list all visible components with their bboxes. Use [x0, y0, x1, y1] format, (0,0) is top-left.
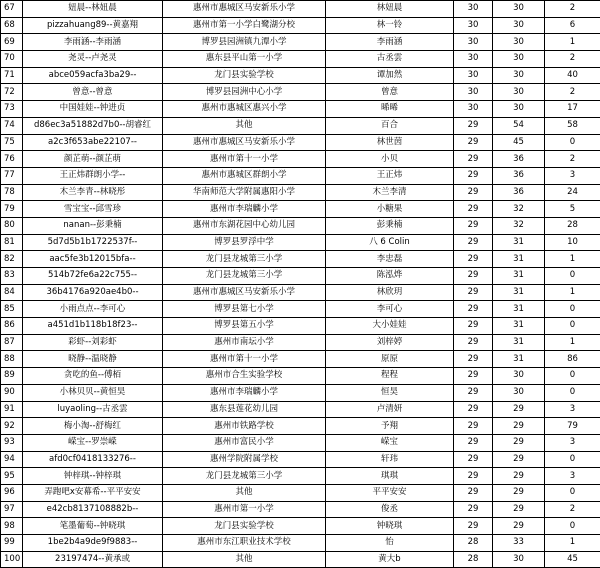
school-cell: 博罗县第五小学 [163, 318, 326, 335]
score-a-cell: 29 [454, 401, 493, 418]
score-a-cell: 30 [454, 101, 493, 118]
rank-cell: 69 [1, 34, 23, 51]
score-b-cell: 30 [493, 84, 545, 101]
school-cell: 华南师范大学附属惠阳小学 [163, 184, 326, 201]
score-b-cell: 31 [493, 351, 545, 368]
student-name-cell: 百合 [326, 117, 454, 134]
nickname-cell: 514b72fe6a22c755-- [23, 268, 163, 285]
school-cell: 惠州市惠城区群朗小学 [163, 167, 326, 184]
score-a-cell: 29 [454, 351, 493, 368]
student-name-cell: 八 6 Colin [326, 234, 454, 251]
score-c-cell: 0 [545, 268, 600, 285]
score-b-cell: 32 [493, 201, 545, 218]
school-cell: 博罗县罗浮中学 [163, 234, 326, 251]
rank-cell: 95 [1, 468, 23, 485]
score-b-cell: 29 [493, 468, 545, 485]
score-a-cell: 29 [454, 518, 493, 535]
nickname-cell: 曾意--曾意 [23, 84, 163, 101]
score-c-cell: 1 [545, 334, 600, 351]
student-name-cell: 平平安安 [326, 484, 454, 501]
score-b-cell: 54 [493, 117, 545, 134]
score-b-cell: 29 [493, 484, 545, 501]
table-row [1, 151, 600, 168]
score-c-cell: 0 [545, 318, 600, 335]
score-a-cell: 29 [454, 384, 493, 401]
rank-cell: 87 [1, 334, 23, 351]
student-name-cell: 陈泓烨 [326, 268, 454, 285]
school-cell: 龙门县实验学校 [163, 67, 326, 84]
school-cell: 惠州市第一小学白鹭湖分校 [163, 17, 326, 34]
table-row [1, 51, 600, 68]
table-row [1, 251, 600, 268]
school-cell: 惠州市惠城区惠兴小学 [163, 101, 326, 118]
nickname-cell: 小林贝贝--黄恒昊 [23, 384, 163, 401]
school-cell: 其他 [163, 484, 326, 501]
school-cell: 惠东县平山第一小学 [163, 51, 326, 68]
table-row [1, 318, 600, 335]
score-a-cell: 29 [454, 484, 493, 501]
score-c-cell: 58 [545, 117, 600, 134]
table-row [1, 368, 600, 385]
score-b-cell: 29 [493, 434, 545, 451]
nickname-cell: afd0cf0418133276-- [23, 451, 163, 468]
student-name-cell: 钟晓琪 [326, 518, 454, 535]
student-name-cell: 原原 [326, 351, 454, 368]
nickname-cell: aac5fe3b12015bfa-- [23, 251, 163, 268]
table-row [1, 201, 600, 218]
score-a-cell: 29 [454, 468, 493, 485]
score-c-cell: 1 [545, 535, 600, 552]
score-b-cell: 30 [493, 101, 545, 118]
nickname-cell: 笔墨葡萄--钟晓琪 [23, 518, 163, 535]
score-a-cell: 29 [454, 117, 493, 134]
nickname-cell: 尧灵--卢尧灵 [23, 51, 163, 68]
score-c-cell: 24 [545, 184, 600, 201]
table-row [1, 351, 600, 368]
score-a-cell: 30 [454, 17, 493, 34]
score-a-cell: 29 [454, 334, 493, 351]
student-name-cell: 大小娃娃 [326, 318, 454, 335]
student-name-cell: 木兰李清 [326, 184, 454, 201]
score-c-cell: 0 [545, 134, 600, 151]
school-cell: 惠州市东江职业技术学校 [163, 535, 326, 552]
student-name-cell: 林妞晨 [326, 1, 454, 18]
school-cell: 惠州市第十一小学 [163, 351, 326, 368]
student-name-cell: 怡 [326, 535, 454, 552]
table-row [1, 301, 600, 318]
nickname-cell: 弄跑吧x安幕希--平平安安 [23, 484, 163, 501]
score-a-cell: 29 [454, 318, 493, 335]
score-a-cell: 29 [454, 167, 493, 184]
student-name-cell: 古丞雲 [326, 51, 454, 68]
rank-cell: 91 [1, 401, 23, 418]
score-b-cell: 29 [493, 451, 545, 468]
school-cell: 惠州市李瑞麟小学 [163, 201, 326, 218]
score-b-cell: 30 [493, 67, 545, 84]
score-c-cell: 0 [545, 484, 600, 501]
nickname-cell: a451d1b118b18f23-- [23, 318, 163, 335]
table-row [1, 468, 600, 485]
student-name-cell: 李忠磊 [326, 251, 454, 268]
score-c-cell: 3 [545, 468, 600, 485]
nickname-cell: 彩虾--刘彩虾 [23, 334, 163, 351]
table-row [1, 67, 600, 84]
student-name-cell: 卢清妍 [326, 401, 454, 418]
rank-cell: 96 [1, 484, 23, 501]
rank-cell: 85 [1, 301, 23, 318]
school-cell: 惠州市富民小学 [163, 434, 326, 451]
rank-cell: 83 [1, 268, 23, 285]
score-a-cell: 30 [454, 67, 493, 84]
score-a-cell: 29 [454, 234, 493, 251]
student-name-cell: 林欣玥 [326, 284, 454, 301]
school-cell: 惠州市铁路学校 [163, 418, 326, 435]
student-name-cell: 小糖果 [326, 201, 454, 218]
score-c-cell: 1 [545, 251, 600, 268]
score-a-cell: 30 [454, 1, 493, 18]
school-cell: 博罗县第七小学 [163, 301, 326, 318]
score-b-cell: 31 [493, 301, 545, 318]
score-b-cell: 45 [493, 134, 545, 151]
student-name-cell: 嵘宝 [326, 434, 454, 451]
nickname-cell: 雪宝宝--邱雪珍 [23, 201, 163, 218]
rank-cell: 99 [1, 535, 23, 552]
student-name-cell: 程程 [326, 368, 454, 385]
score-b-cell: 30 [493, 551, 545, 568]
student-name-cell: 恒昊 [326, 384, 454, 401]
nickname-cell: 23197474--黄承或 [23, 551, 163, 568]
score-c-cell: 1 [545, 284, 600, 301]
score-c-cell: 2 [545, 1, 600, 18]
student-name-cell: 黄大b [326, 551, 454, 568]
score-a-cell: 29 [454, 217, 493, 234]
rank-cell: 97 [1, 501, 23, 518]
score-c-cell: 10 [545, 234, 600, 251]
nickname-cell: luyaoling--古丞雲 [23, 401, 163, 418]
table-row [1, 17, 600, 34]
score-b-cell: 31 [493, 234, 545, 251]
rank-cell: 92 [1, 418, 23, 435]
student-name-cell: 刘梓婷 [326, 334, 454, 351]
score-a-cell: 29 [454, 501, 493, 518]
nickname-cell: 中国娃娃--钟进贞 [23, 101, 163, 118]
nickname-cell: e42cb8137108882b-- [23, 501, 163, 518]
score-b-cell: 30 [493, 17, 545, 34]
table-row [1, 284, 600, 301]
score-c-cell: 0 [545, 368, 600, 385]
table-row [1, 451, 600, 468]
table-body [1, 1, 600, 568]
table-row [1, 518, 600, 535]
student-name-cell: 晞晞 [326, 101, 454, 118]
score-c-cell: 28 [545, 217, 600, 234]
score-c-cell: 5 [545, 201, 600, 218]
rank-cell: 78 [1, 184, 23, 201]
student-name-cell: 林世茵 [326, 134, 454, 151]
score-a-cell: 29 [454, 434, 493, 451]
rank-cell: 94 [1, 451, 23, 468]
student-name-cell: 谭加然 [326, 67, 454, 84]
student-name-cell: 曾意 [326, 84, 454, 101]
school-cell: 博罗县园洲镇九潭小学 [163, 34, 326, 51]
rank-cell: 84 [1, 284, 23, 301]
student-name-cell: 彭秉楠 [326, 217, 454, 234]
table-row [1, 234, 600, 251]
score-c-cell: 0 [545, 451, 600, 468]
score-b-cell: 29 [493, 518, 545, 535]
student-name-cell: 李可心 [326, 301, 454, 318]
score-b-cell: 30 [493, 368, 545, 385]
rank-cell: 71 [1, 67, 23, 84]
table-row [1, 184, 600, 201]
score-b-cell: 30 [493, 34, 545, 51]
score-a-cell: 29 [454, 184, 493, 201]
table-row [1, 84, 600, 101]
student-name-cell: 王正炜 [326, 167, 454, 184]
score-a-cell: 29 [454, 301, 493, 318]
table-row [1, 418, 600, 435]
school-cell: 其他 [163, 551, 326, 568]
score-a-cell: 29 [454, 251, 493, 268]
nickname-cell: 颜芷萌--颜芷萌 [23, 151, 163, 168]
score-b-cell: 30 [493, 384, 545, 401]
score-a-cell: 29 [454, 284, 493, 301]
score-b-cell: 31 [493, 334, 545, 351]
rank-cell: 68 [1, 17, 23, 34]
nickname-cell: 李雨涵--李雨涵 [23, 34, 163, 51]
table-row [1, 384, 600, 401]
nickname-cell: 木兰李青--林晓彤 [23, 184, 163, 201]
table-row [1, 501, 600, 518]
nickname-cell: 1be2b4a9de9f9883-- [23, 535, 163, 552]
student-name-cell: 林一铃 [326, 17, 454, 34]
school-cell: 惠州市第十一小学 [163, 151, 326, 168]
score-b-cell: 36 [493, 184, 545, 201]
score-b-cell: 36 [493, 167, 545, 184]
rank-cell: 98 [1, 518, 23, 535]
nickname-cell: 36b4176a920ae4b0-- [23, 284, 163, 301]
school-cell: 惠州学院附属学校 [163, 451, 326, 468]
rank-cell: 75 [1, 134, 23, 151]
score-a-cell: 29 [454, 134, 493, 151]
score-c-cell: 2 [545, 501, 600, 518]
score-c-cell: 2 [545, 51, 600, 68]
table-row [1, 1, 600, 18]
score-c-cell: 86 [545, 351, 600, 368]
score-b-cell: 29 [493, 418, 545, 435]
table-row [1, 401, 600, 418]
school-cell: 惠州市惠城区马安新乐小学 [163, 1, 326, 18]
table-row [1, 101, 600, 118]
score-a-cell: 29 [454, 268, 493, 285]
table-row [1, 117, 600, 134]
score-b-cell: 36 [493, 151, 545, 168]
score-c-cell: 3 [545, 401, 600, 418]
nickname-cell: 嵘宝--罗崇嵘 [23, 434, 163, 451]
nickname-cell: 贪吃的鱼--傅栢 [23, 368, 163, 385]
table-row [1, 268, 600, 285]
student-name-cell: 小贝 [326, 151, 454, 168]
nickname-cell: 王正炜群朗小学-- [23, 167, 163, 184]
nickname-cell: 晓静--温晓静 [23, 351, 163, 368]
score-c-cell: 2 [545, 84, 600, 101]
nickname-cell: d86ec3a51882d7b0--胡睿红 [23, 117, 163, 134]
rank-cell: 73 [1, 101, 23, 118]
score-c-cell: 0 [545, 301, 600, 318]
school-cell: 龙门县龙城第三小学 [163, 468, 326, 485]
nickname-cell: 5d7d5b1b1722537f-- [23, 234, 163, 251]
student-name-cell: 轩玮 [326, 451, 454, 468]
score-b-cell: 30 [493, 51, 545, 68]
table-row [1, 434, 600, 451]
score-b-cell: 29 [493, 401, 545, 418]
score-a-cell: 29 [454, 418, 493, 435]
score-a-cell: 29 [454, 368, 493, 385]
nickname-cell: nanan--彭秉楠 [23, 217, 163, 234]
rank-cell: 79 [1, 201, 23, 218]
rank-cell: 80 [1, 217, 23, 234]
score-c-cell: 2 [545, 151, 600, 168]
rank-cell: 67 [1, 1, 23, 18]
table-row [1, 167, 600, 184]
rank-cell: 74 [1, 117, 23, 134]
score-a-cell: 29 [454, 451, 493, 468]
school-cell: 龙门县龙城第三小学 [163, 268, 326, 285]
rank-cell: 72 [1, 84, 23, 101]
school-cell: 龙门县实验学校 [163, 518, 326, 535]
rank-cell: 88 [1, 351, 23, 368]
school-cell: 博罗县园洲中心小学 [163, 84, 326, 101]
nickname-cell: 钟梓琪--钟梓琪 [23, 468, 163, 485]
student-name-cell: 俊丞 [326, 501, 454, 518]
school-cell: 惠东县莲花幼儿园 [163, 401, 326, 418]
score-b-cell: 31 [493, 268, 545, 285]
school-cell: 惠州市李瑞麟小学 [163, 384, 326, 401]
score-b-cell: 33 [493, 535, 545, 552]
rank-cell: 93 [1, 434, 23, 451]
score-c-cell: 40 [545, 67, 600, 84]
table-row [1, 535, 600, 552]
score-c-cell: 0 [545, 384, 600, 401]
table-row [1, 217, 600, 234]
rank-cell: 76 [1, 151, 23, 168]
score-a-cell: 30 [454, 84, 493, 101]
rank-cell: 89 [1, 368, 23, 385]
score-a-cell: 29 [454, 151, 493, 168]
school-cell: 惠州市东湖花园中心幼儿园 [163, 217, 326, 234]
rank-cell: 77 [1, 167, 23, 184]
school-cell: 龙门县龙城第三小学 [163, 251, 326, 268]
rank-cell: 70 [1, 51, 23, 68]
rank-cell: 81 [1, 234, 23, 251]
score-b-cell: 29 [493, 501, 545, 518]
student-name-cell: 予翔 [326, 418, 454, 435]
student-name-cell: 李雨涵 [326, 34, 454, 51]
score-a-cell: 28 [454, 551, 493, 568]
rank-cell: 82 [1, 251, 23, 268]
school-cell: 惠州市第一小学 [163, 501, 326, 518]
table-row [1, 484, 600, 501]
score-b-cell: 32 [493, 217, 545, 234]
school-cell: 惠州市合生实验学校 [163, 368, 326, 385]
nickname-cell: 梅小淘--舒梅红 [23, 418, 163, 435]
score-c-cell: 79 [545, 418, 600, 435]
score-c-cell: 3 [545, 167, 600, 184]
score-a-cell: 30 [454, 51, 493, 68]
table-row [1, 134, 600, 151]
nickname-cell: 妞晨--林妞晨 [23, 1, 163, 18]
nickname-cell: 小雨点点--李可心 [23, 301, 163, 318]
score-c-cell: 3 [545, 434, 600, 451]
score-b-cell: 31 [493, 251, 545, 268]
score-a-cell: 29 [454, 201, 493, 218]
rank-cell: 86 [1, 318, 23, 335]
score-c-cell: 1 [545, 34, 600, 51]
score-b-cell: 30 [493, 1, 545, 18]
school-cell: 惠州市惠城区马安新乐小学 [163, 284, 326, 301]
score-b-cell: 31 [493, 284, 545, 301]
school-cell: 惠州市惠城区马安新乐小学 [163, 134, 326, 151]
nickname-cell: a2c3f653abe22107-- [23, 134, 163, 151]
score-c-cell: 17 [545, 101, 600, 118]
rank-cell: 100 [1, 551, 23, 568]
student-name-cell: 琪琪 [326, 468, 454, 485]
score-b-cell: 31 [493, 318, 545, 335]
score-c-cell: 6 [545, 17, 600, 34]
score-c-cell: 0 [545, 518, 600, 535]
score-c-cell: 45 [545, 551, 600, 568]
table-row [1, 334, 600, 351]
school-cell: 其他 [163, 117, 326, 134]
school-cell: 惠州市南坛小学 [163, 334, 326, 351]
nickname-cell: pizzahuang89--黄嘉翔 [23, 17, 163, 34]
rank-cell: 90 [1, 384, 23, 401]
table-row [1, 34, 600, 51]
table-row [1, 551, 600, 568]
nickname-cell: abce059acfa3ba29-- [23, 67, 163, 84]
score-a-cell: 30 [454, 34, 493, 51]
score-a-cell: 28 [454, 535, 493, 552]
